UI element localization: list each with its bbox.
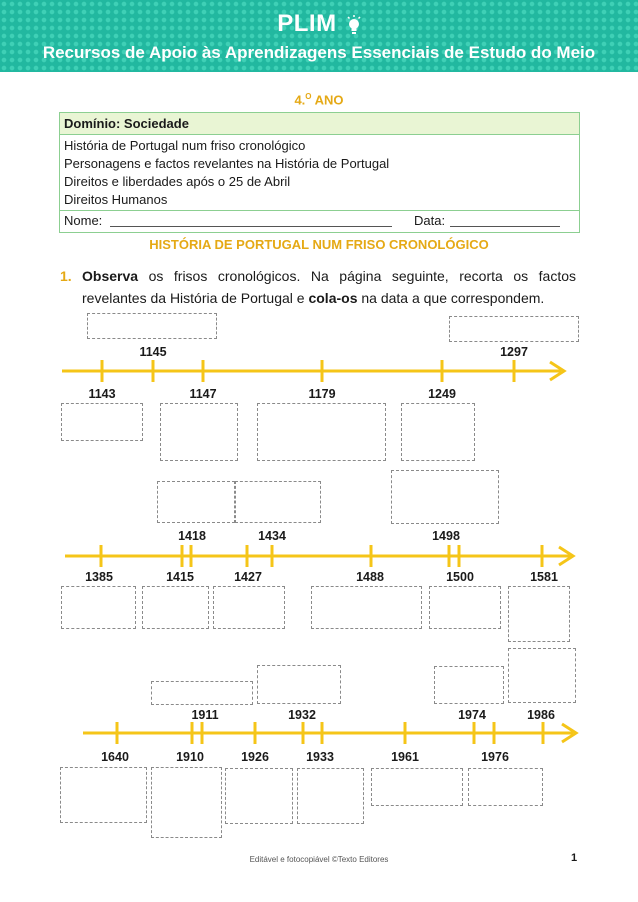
year-label: 1910 (176, 750, 204, 764)
topic-item: Direitos e liberdades após o 25 de Abril (64, 174, 291, 189)
year-label: 1143 (88, 387, 116, 401)
paste-box[interactable] (151, 767, 222, 838)
topic-item: Direitos Humanos (64, 192, 168, 207)
page-number: 1 (571, 852, 578, 864)
topic-item: Personagens e factos revelantes na História de Portugal (64, 156, 390, 171)
header-subtitle: Recursos de Apoio às Aprendizagens Essenciais de Estudo do Meio (42, 43, 596, 62)
year-label: 1415 (166, 570, 194, 584)
year-label: 1961 (391, 750, 419, 764)
year-label: 1640 (101, 750, 129, 764)
instruction-number: 1. (60, 268, 72, 284)
year-label: 1911 (191, 708, 219, 722)
brand-name: PLIM (277, 10, 337, 37)
year-label: 1976 (481, 750, 509, 764)
instruction-bold-cola: cola-os (308, 290, 358, 306)
year-label: 1498 (432, 529, 460, 543)
domain-heading: Domínio: Sociedade (60, 113, 579, 135)
year-label: 1932 (288, 708, 316, 722)
paste-box[interactable] (371, 768, 463, 806)
grade-sup: O (305, 92, 312, 101)
year-label: 1418 (178, 529, 206, 543)
year-label: 1926 (241, 750, 269, 764)
year-label: 1179 (308, 387, 336, 401)
grade-label: ANO (314, 92, 344, 108)
year-label: 1488 (356, 570, 384, 584)
year-label: 1974 (458, 708, 486, 722)
paste-box[interactable] (225, 768, 293, 824)
year-label: 1434 (258, 529, 286, 543)
grade-number: 4. (294, 92, 306, 108)
name-label: Nome: (64, 213, 103, 228)
year-label: 1933 (306, 750, 334, 764)
instruction-bold-observa: Observa (82, 268, 139, 284)
year-label: 1500 (446, 570, 474, 584)
instruction-text-2: na data a que correspondem. (357, 290, 545, 306)
footer-text: Editável e fotocopiável ©Texto Editores (249, 855, 389, 864)
year-label: 1986 (527, 708, 555, 722)
year-label: 1297 (500, 345, 528, 359)
paste-box[interactable] (60, 767, 147, 823)
paste-box[interactable] (468, 768, 543, 806)
topic-item: História de Portugal num friso cronológico (64, 138, 306, 153)
paste-box[interactable] (297, 768, 364, 824)
year-label: 1249 (428, 387, 456, 401)
year-label: 1385 (85, 570, 113, 584)
year-label: 1427 (234, 570, 262, 584)
year-label: 1581 (530, 570, 558, 584)
instruction-text-1: os frisos cronológicos. Na página seguinte, recorta os factos revelantes da História de Portugal e (82, 268, 576, 306)
section-title: HISTÓRIA DE PORTUGAL NUM FRISO CRONOLÓGICO (149, 237, 489, 252)
year-label: 1147 (189, 387, 217, 401)
date-label: Data: (414, 213, 446, 228)
year-label: 1145 (139, 345, 167, 359)
